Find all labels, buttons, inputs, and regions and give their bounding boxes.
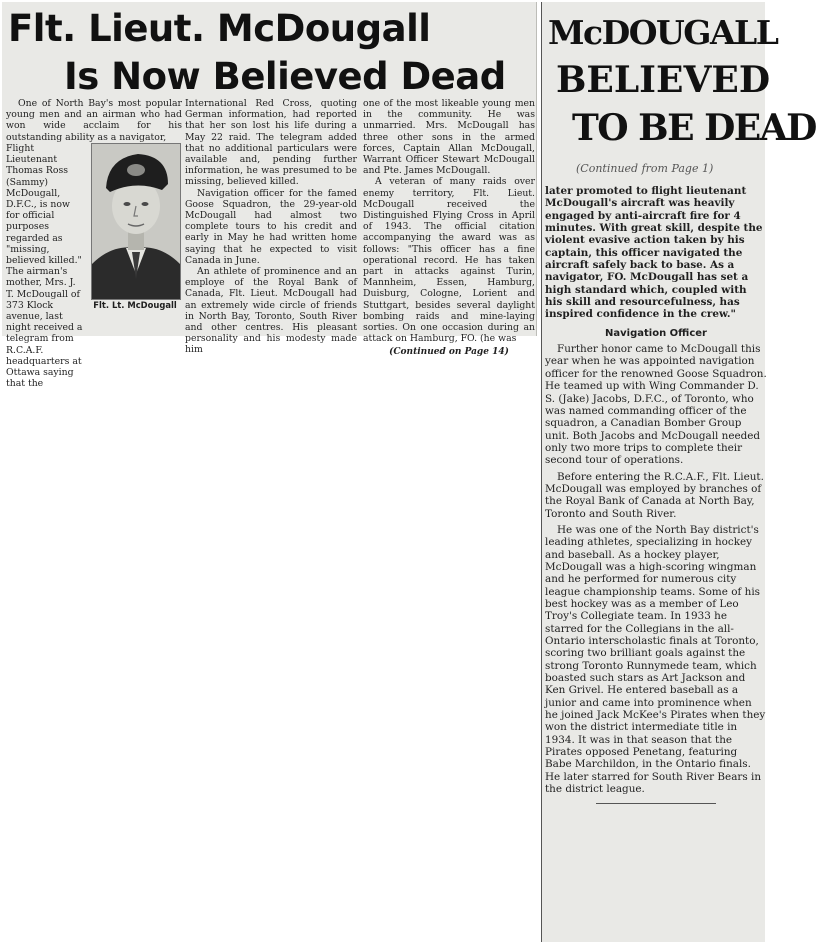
- paragraph: He was one of the North Bay district's leading athletes, specializing in hockey and baseball. As a hockey player, McDougall was a high-scoring wingman and he performed for numerous city league championship teams. Some of his best hockey was as a member of Leo Troy's Collegiate team. In 1933 he starred for the Collegians in the all-Ontario interscholastic finals at Toronto, scoring two brilliant goals against the strong Toronto Runnymede team, which boasted such stars as Art Jackson and Ken Grivel. He entered baseball as a junior and came into prominence when he joined Jack McKee's Pirates when they won the district intermediate title in 1934. It was in that season that the Pirates opposed Penetang, featuring Babe Marchildon, in the Ontario finals. He later starred for South River Bears in the district league.: [545, 523, 766, 796]
- paragraph: Navigation officer for the famed Goose Squadron, the 29-year-old McDougall had almost two complete tours to his credit and early in May he had written home saying that he expected to visit Canada in June.: [185, 187, 357, 266]
- subheading: Navigation Officer: [605, 327, 707, 339]
- continued-from-note: (Continued from Page 1): [576, 162, 714, 175]
- portrait-photo: [91, 143, 181, 300]
- article-lead: One of North Bay's most popular young men and an airman who had won wide acclaim for his outstanding ability as a navigator,: [6, 98, 182, 143]
- paragraph: A veteran of many raids over enemy territory, Flt. Lieut. McDougall received the Distinguished Flying Cross in April of 1943. The official citation accompanying the award was as follows: "This officer has a fine operational record. He has taken part in attacks against Turin, Mannheim, Essen, Hamburg, Duisburg, Cologne, Lorient and Stuttgart, besides several daylight bombing raids and mine-laying sorties. On one occasion during an attack on Hamburg, FO. (he was: [363, 176, 535, 345]
- photo-caption: Flt. Lt. McDougall: [93, 300, 177, 310]
- continuation-headline-line-1: McDOUGALL: [548, 13, 778, 52]
- article-column-3: [363, 98, 535, 359]
- paragraph: International Red Cross, quoting German information, had reported that her son lost his life during a May 22 raid. The telegram added that no additional particulars were available and, pending further information, he was presumed to be missing, believed killed.: [185, 98, 357, 188]
- article-column-1: Flight Lieutenant Thomas Ross (Sammy) McDougall, D.F.C., is now for official purposes regarded as "missing, believed killed." The airman's mother, Mrs. J. T. McDougall of 373 Klock avenue, last night received a telegram from R.C.A.F. headquarters at Ottawa saying that the: [6, 143, 83, 390]
- paragraph: Before entering the R.C.A.F., Flt. Lieut. McDougall was employed by branches of the Royal Bank of Canada at North Bay, Toronto and South River.: [545, 470, 764, 520]
- continuation-body: [545, 185, 767, 804]
- continuation-headline-line-3: TO BE DEAD: [572, 107, 816, 149]
- paragraph: Further honor came to McDougall this year when he was appointed navigation officer for the renowned Goose Squadron. He teamed up with Wing Commander D. S. (Jake) Jacobs, D.F.C., of Toronto, who was named commanding officer of the squadron, a Canadian Bomber Group unit. Both Jacobs and McDougall needed only two more trips to complete their second tour of operations.: [545, 343, 767, 467]
- portrait-illustration: [92, 144, 180, 299]
- continued-on-note: (Continued on Page 14): [389, 347, 509, 358]
- paragraph: later promoted to flight lieutenant McDougall's aircraft was heavily engaged by anti-aircraft fire for 4 minutes. With great skill, despite the violent evasive action taken by his captain, this officer navigated the aircraft safely back to base. As a navigator, FO. McDougall has set a high standard which, coupled with his skill and resourcefulness, has inspired confidence in the crew.": [545, 185, 763, 321]
- front-page-clipping: [2, 2, 537, 390]
- end-rule: [596, 803, 716, 804]
- article-column-2: [185, 98, 357, 356]
- headline-line-1: Flt. Lieut. McDougall: [8, 7, 431, 50]
- continuation-headline-line-2: BELIEVED: [556, 59, 771, 101]
- paragraph: An athlete of prominence and an employe of the Royal Bank of Canada, Flt. Lieut. McDougall had an extremely wide circle of friends in North Bay, Toronto, South River and other centres. His pleasant personality and his modesty made him: [185, 266, 357, 356]
- continuation-clipping: [541, 2, 816, 942]
- paragraph: one of the most likeable young men in the community. He was unmarried. Mrs. McDougall has three other sons in the armed forces, Captain Allan McDougall, Warrant Officer Stewart McDougall and Pte. James McDougall.: [363, 98, 535, 177]
- headline-line-2: Is Now Believed Dead: [64, 55, 506, 98]
